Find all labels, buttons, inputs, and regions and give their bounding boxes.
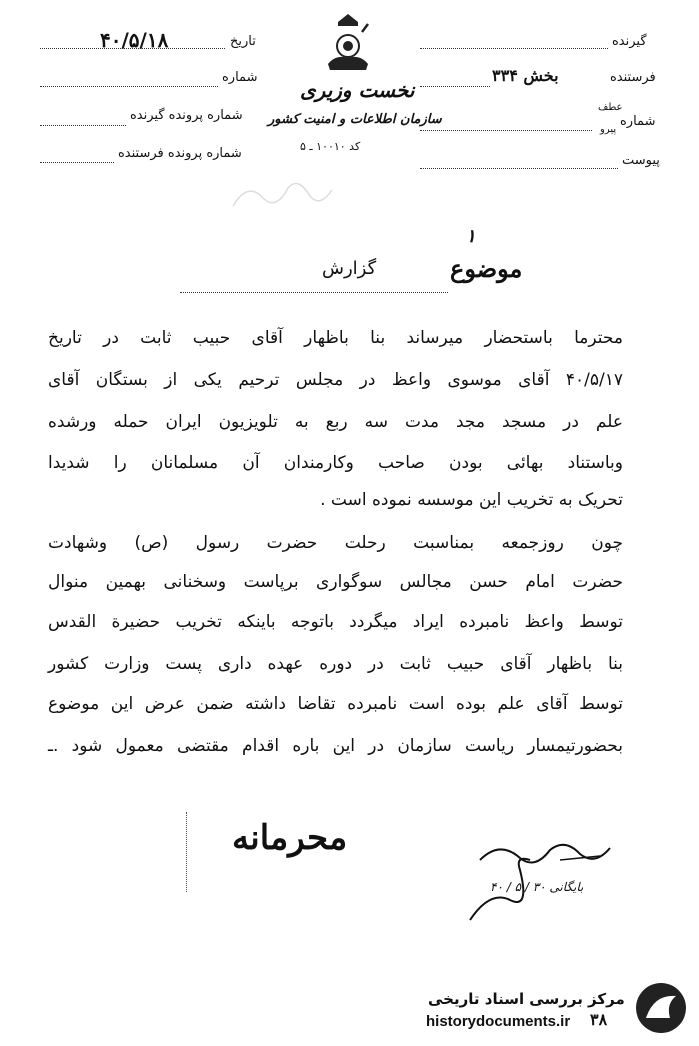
handwritten-mark: ۱ — [466, 226, 476, 247]
receiver-file-dotted-line — [40, 125, 126, 126]
subject-value: گزارش — [322, 258, 377, 279]
number-dotted-line — [40, 86, 218, 87]
body-line-10: توسط آقای علم بوده است نامبرده تقاضا داشته ضمن عرض این موضوع — [48, 694, 623, 714]
subject-underline — [180, 292, 448, 293]
attachment-dotted-line — [420, 168, 618, 169]
body-line-6: چون روزجمعه بمناسبت رحلت حضرت رسول (ص) وشهادت — [48, 533, 623, 553]
body-line-5: تحریک به تخریب این موسسه نموده است . — [320, 490, 623, 510]
date-value: ۴۰/۵/۱۸ — [100, 28, 169, 52]
body-line-2: ۴۰/۵/۱۷ آقای موسوی واعظ در مجلس ترحیم یکی از بستگان آقای — [48, 370, 623, 390]
sender-label: فرستنده — [610, 70, 656, 85]
body-line-3: علم در مسجد مجد مدت سه ربع به تلویزیون ایران حمله ورشده — [48, 412, 623, 432]
ref-number-label: شماره — [620, 114, 656, 129]
body-line-8: توسط واعظ نامبرده ایراد میگردد باتوجه باینکه تخریب حضیرة القدس — [48, 612, 623, 632]
agency-name: سازمان اطلاعات و امنیت کشور — [268, 112, 442, 127]
watermark-title: مرکز بررسی اسناد تاریخی — [428, 990, 625, 1008]
archive-logo-mark-icon — [640, 988, 682, 1028]
signature-note: بایگانی ۳۰ / ۵ / ۴۰ — [490, 880, 584, 894]
sender-value: بخش ۳۳۴ — [492, 66, 559, 85]
ref-annotation-top: عطف — [598, 102, 623, 113]
ref-number-dotted-line — [420, 130, 592, 131]
body-line-9: بنا باظهار آقای حبیب ثابت در دوره عهده داری پست وزارت کشور — [48, 654, 623, 674]
agency-code: کد ۱۰۰۱۰ ـ ۵ — [300, 140, 361, 153]
ministry-title: نخست وزیری — [300, 78, 415, 102]
lion-and-sun-emblem-icon — [322, 12, 374, 80]
watermark-url: historydocuments.ir — [426, 1013, 571, 1030]
sender-file-dotted-line — [40, 162, 114, 163]
confidential-stamp: محرمانه — [232, 818, 348, 858]
ref-annotation-bottom: پیرو — [600, 124, 617, 135]
recipient-label: گیرنده — [612, 34, 647, 49]
faint-scribble-icon — [228, 176, 338, 216]
page-number: ۳۸ — [590, 1010, 608, 1029]
subject-label: موضوع — [450, 254, 523, 283]
number-label: شماره — [222, 70, 258, 85]
receiver-file-label: شماره پرونده گیرنده — [130, 108, 243, 123]
recipient-dotted-line — [420, 48, 608, 49]
body-line-7: حضرت امام حسن مجالس سوگواری برپاست وسخنانی بهمین منوال — [48, 572, 623, 592]
body-line-4: وباستناد بهائی بودن صاحب وکارمندان آن مسلمانان را شدیدا — [48, 453, 623, 473]
body-line-11: بحضورتیمسار ریاست سازمان در این باره اقدام مقتضی معمول شود .ـ — [48, 736, 623, 756]
date-dotted-line — [40, 48, 225, 49]
body-line-1: محترما باستحضار میرساند بنا باظهار آقای حبیب ثابت در تاریخ — [48, 328, 623, 348]
sender-dotted-line — [420, 86, 490, 87]
attachment-label: پیوست — [622, 153, 660, 168]
stamp-margin-line — [186, 812, 187, 892]
sender-file-label: شماره پرونده فرستنده — [118, 146, 242, 161]
date-label: تاریخ — [230, 34, 256, 49]
